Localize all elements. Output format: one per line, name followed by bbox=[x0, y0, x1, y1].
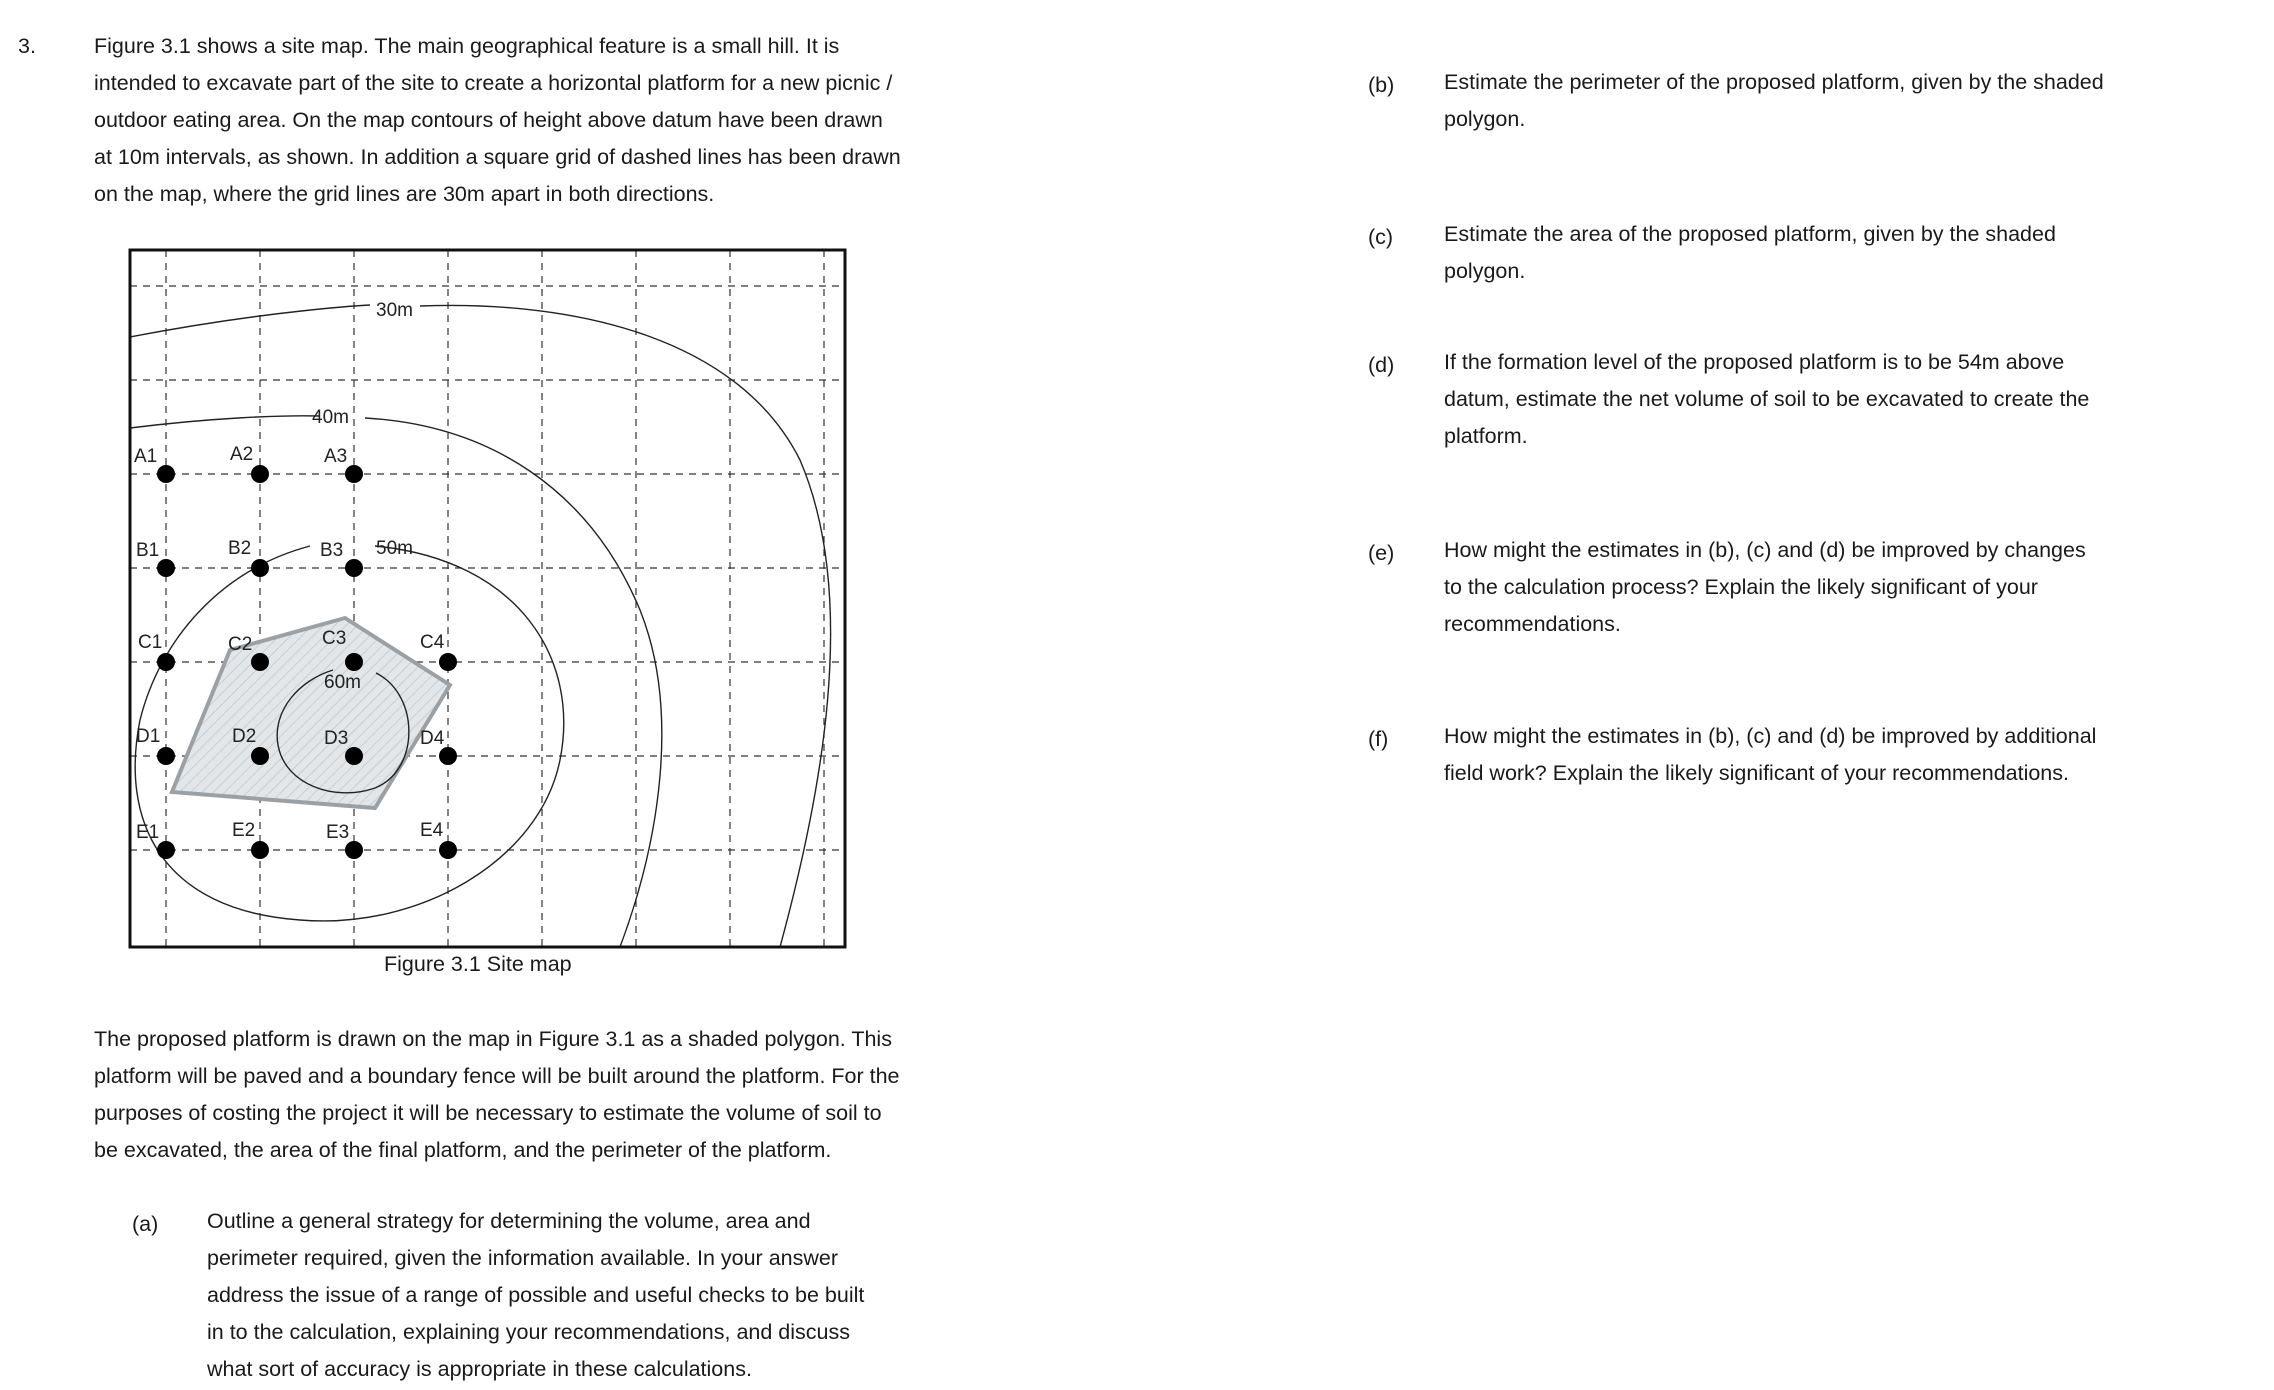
point-label: D1 bbox=[136, 726, 161, 747]
platform-polygon bbox=[172, 618, 450, 808]
part-b-text bbox=[1444, 64, 2104, 138]
part-line: polygon. bbox=[1444, 259, 1526, 283]
point-label: B2 bbox=[228, 538, 252, 559]
paragraph-line: purposes of costing the project it will be necessary to estimate the volume of soil to bbox=[94, 1101, 882, 1125]
point-label: C1 bbox=[138, 632, 163, 653]
point-marker bbox=[251, 559, 269, 577]
point-label: C4 bbox=[420, 632, 445, 653]
part-line: to the calculation process? Explain the likely significant of your bbox=[1444, 575, 2038, 599]
part-d-label: (d) bbox=[1368, 353, 1395, 377]
part-a-label: (a) bbox=[132, 1212, 159, 1236]
part-line: what sort of accuracy is appropriate in these calculations. bbox=[207, 1357, 752, 1381]
part-a-text bbox=[207, 1203, 864, 1388]
paragraph-line: The proposed platform is drawn on the map in Figure 3.1 as a shaded polygon. This bbox=[94, 1027, 892, 1051]
point-label: A2 bbox=[230, 444, 254, 465]
point-marker bbox=[157, 653, 175, 671]
question-intro bbox=[94, 28, 974, 213]
contour-label: 50m bbox=[376, 538, 413, 559]
point-label: B1 bbox=[136, 540, 160, 561]
part-line: datum, estimate the net volume of soil to be excavated to create the bbox=[1444, 387, 2090, 411]
part-line: in to the calculation, explaining your recommendations, and discuss bbox=[207, 1320, 850, 1344]
point-marker bbox=[157, 465, 175, 483]
point-label: D3 bbox=[324, 728, 349, 749]
contour-lines bbox=[130, 305, 831, 947]
contour-label: 60m bbox=[324, 672, 361, 693]
point-marker bbox=[251, 841, 269, 859]
point-marker bbox=[345, 653, 363, 671]
point-marker bbox=[157, 747, 175, 765]
part-line: perimeter required, given the information available. In your answer bbox=[207, 1246, 838, 1270]
figure-caption: Figure 3.1 Site map bbox=[384, 952, 572, 976]
part-line: If the formation level of the proposed platform is to be 54m above bbox=[1444, 350, 2065, 374]
part-f-text bbox=[1444, 718, 2096, 792]
point-marker bbox=[251, 465, 269, 483]
point-marker bbox=[157, 841, 175, 859]
point-label: A1 bbox=[134, 446, 158, 467]
map-border bbox=[130, 250, 845, 947]
intro-line: at 10m intervals, as shown. In addition a square grid of dashed lines has been drawn bbox=[94, 145, 901, 169]
part-e-text bbox=[1444, 532, 2086, 643]
paragraph-line: be excavated, the area of the final platform, and the perimeter of the platform. bbox=[94, 1138, 832, 1162]
point-label: D2 bbox=[232, 726, 257, 747]
part-line: platform. bbox=[1444, 424, 1528, 448]
point-label: E1 bbox=[136, 822, 160, 843]
part-line: field work? Explain the likely significant of your recommendations. bbox=[1444, 761, 2069, 785]
part-c-text bbox=[1444, 216, 2056, 290]
site-map-figure bbox=[120, 240, 860, 960]
part-e-label: (e) bbox=[1368, 541, 1395, 565]
point-marker bbox=[439, 747, 457, 765]
part-line: How might the estimates in (b), (c) and (d) be improved by additional bbox=[1444, 724, 2097, 748]
point-marker bbox=[345, 465, 363, 483]
point-label: B3 bbox=[320, 540, 344, 561]
question-number: 3. bbox=[18, 34, 36, 58]
question-paragraph bbox=[94, 1021, 974, 1169]
point-marker bbox=[439, 653, 457, 671]
part-c-label: (c) bbox=[1368, 225, 1394, 249]
intro-line: on the map, where the grid lines are 30m apart in both directions. bbox=[94, 182, 715, 206]
point-label: E2 bbox=[232, 820, 256, 841]
part-f-label: (f) bbox=[1368, 727, 1389, 751]
contour-label: 30m bbox=[376, 300, 413, 321]
point-marker bbox=[345, 747, 363, 765]
part-line: Estimate the perimeter of the proposed platform, given by the shaded bbox=[1444, 70, 2104, 94]
point-label: A3 bbox=[324, 446, 348, 467]
point-marker bbox=[251, 747, 269, 765]
dashed-grid bbox=[130, 250, 845, 947]
intro-line: outdoor eating area. On the map contours of height above datum have been drawn bbox=[94, 108, 883, 132]
intro-line: intended to excavate part of the site to create a horizontal platform for a new picnic / bbox=[94, 71, 893, 95]
intro-line: Figure 3.1 shows a site map. The main geographical feature is a small hill. It is bbox=[94, 34, 840, 58]
point-marker bbox=[439, 841, 457, 859]
point-marker bbox=[251, 653, 269, 671]
contour-label: 40m bbox=[312, 407, 349, 428]
point-label: D4 bbox=[420, 728, 445, 749]
point-label: C3 bbox=[322, 628, 347, 649]
part-line: recommendations. bbox=[1444, 612, 1621, 636]
point-label: E4 bbox=[420, 820, 444, 841]
part-line: How might the estimates in (b), (c) and (d) be improved by changes bbox=[1444, 538, 2086, 562]
paragraph-line: platform will be paved and a boundary fence will be built around the platform. For the bbox=[94, 1064, 900, 1088]
part-b-label: (b) bbox=[1368, 73, 1395, 97]
part-line: polygon. bbox=[1444, 107, 1526, 131]
point-label: C2 bbox=[228, 634, 253, 655]
point-marker bbox=[157, 559, 175, 577]
point-marker bbox=[345, 559, 363, 577]
part-line: address the issue of a range of possible and useful checks to be built bbox=[207, 1283, 865, 1307]
part-d-text bbox=[1444, 344, 2089, 455]
point-label: E3 bbox=[326, 822, 350, 843]
part-line: Estimate the area of the proposed platform, given by the shaded bbox=[1444, 222, 2056, 246]
part-line: Outline a general strategy for determining the volume, area and bbox=[207, 1209, 811, 1233]
point-marker bbox=[345, 841, 363, 859]
